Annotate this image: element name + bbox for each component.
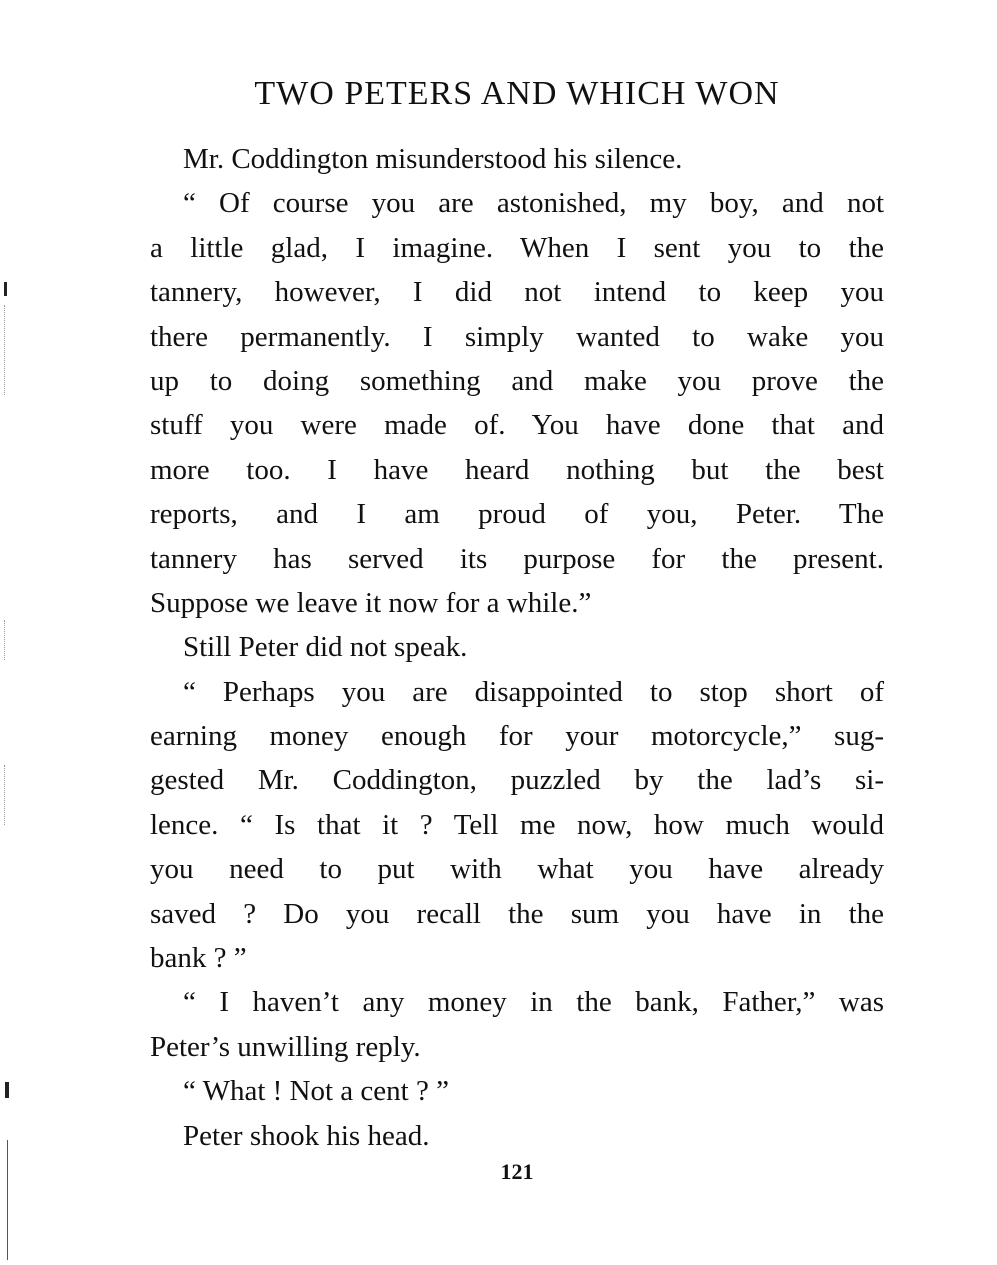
scan-artifact (7, 1140, 8, 1260)
text-line: you need to put with what you have already (150, 853, 884, 886)
text-line: tannery, however, I did not intend to keep you (150, 276, 884, 309)
text-line: Suppose we leave it now for a while.” (150, 586, 592, 619)
text-line: Still Peter did not speak. (183, 631, 468, 664)
text-line: up to doing something and make you prove the (150, 364, 884, 397)
text-line: more too. I have heard nothing but the best (150, 453, 884, 486)
scan-artifact (4, 282, 7, 296)
text-line: Peter’s unwilling reply. (150, 1030, 421, 1063)
text-line: lence. “ Is that it ? Tell me now, how much would (150, 808, 884, 841)
text-line: stuff you were made of. You have done that and (150, 409, 884, 442)
text-line: “ I haven’t any money in the bank, Father,” was (183, 986, 884, 1019)
text-line: reports, and I am proud of you, Peter. The (150, 498, 884, 531)
scan-artifact (4, 305, 7, 395)
text-line: saved ? Do you recall the sum you have in the (150, 897, 884, 930)
scan-artifact (4, 765, 7, 825)
page-number: 121 (500, 1159, 534, 1184)
text-line: “ Perhaps you are disappointed to stop short of (183, 675, 884, 708)
text-line: earning money enough for your motorcycle,” sug- (150, 720, 884, 753)
body-text (150, 137, 884, 1158)
text-line: Mr. Coddington misunderstood his silence. (183, 143, 683, 175)
text-line: gested Mr. Coddington, puzzled by the lad’s si- (150, 764, 884, 797)
scan-artifact (5, 1082, 9, 1098)
text-line: tannery has served its purpose for the present. (150, 542, 884, 575)
text-line: “ Of course you are astonished, my boy, and not (183, 187, 884, 220)
text-line: “ What ! Not a cent ? ” (183, 1075, 449, 1108)
text-line: there permanently. I simply wanted to wake you (150, 320, 884, 353)
text-line: Peter shook his head. (183, 1119, 430, 1152)
text-line: bank ? ” (150, 942, 247, 975)
text-line: a little glad, I imagine. When I sent you to the (150, 231, 884, 264)
running-head: TWO PETERS AND WHICH WON (254, 75, 780, 112)
scan-artifact (4, 620, 7, 660)
